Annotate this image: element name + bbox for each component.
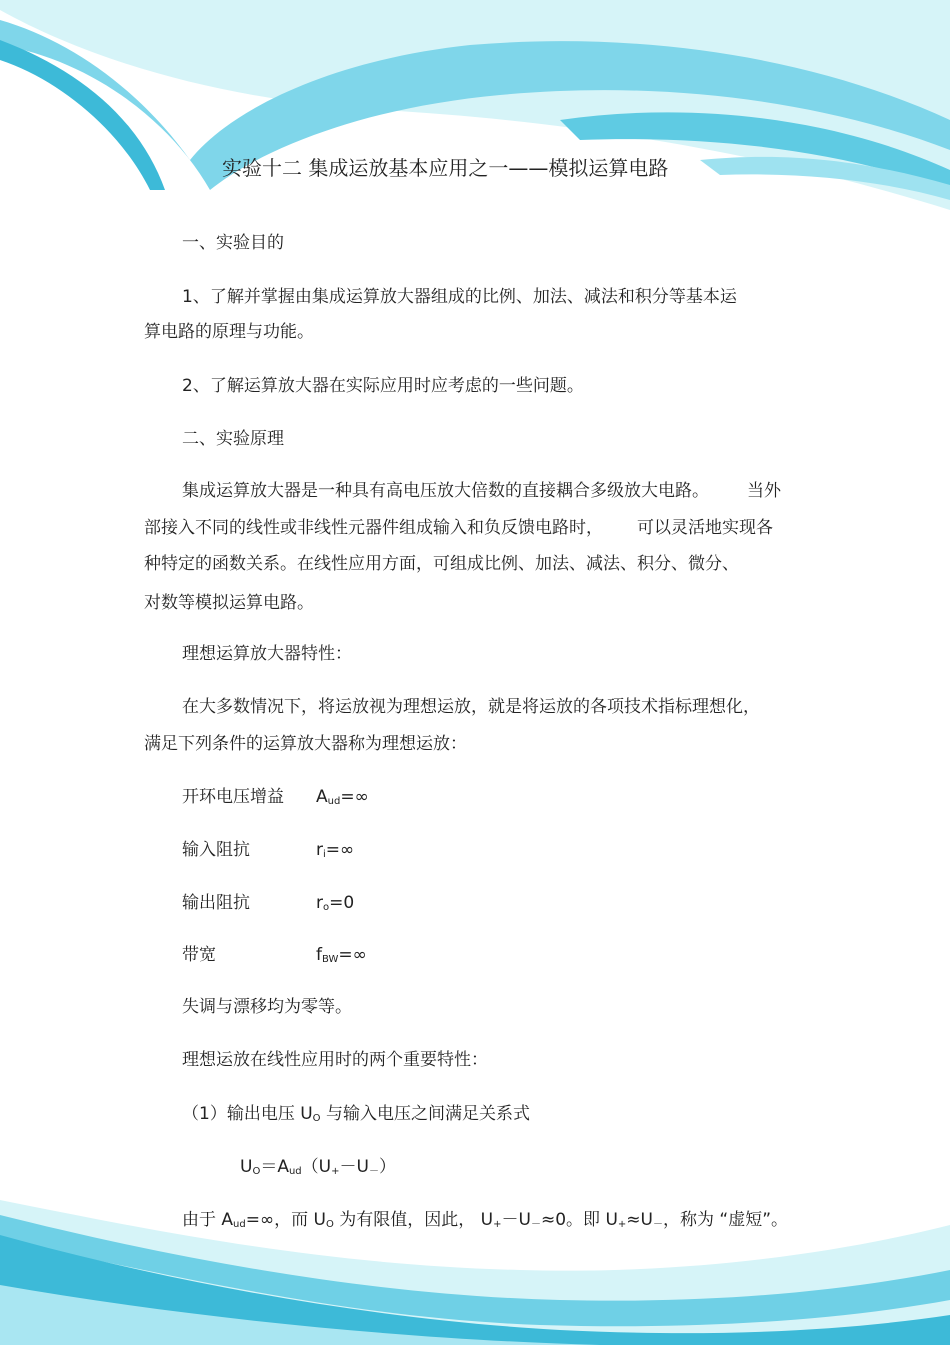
subscript: O	[312, 1113, 321, 1124]
ideal-opamp-heading: 理想运算放大器特性：	[182, 644, 352, 664]
principle-paragraph-line-1	[182, 480, 781, 502]
symbol: f	[316, 945, 322, 965]
param-value-input-impedance	[316, 839, 354, 864]
symbol: A	[316, 787, 328, 807]
subscript: －	[530, 1219, 541, 1230]
ideal-opamp-paragraph-line-1: 在大多数情况下，将运放视为理想运放，就是将运放的各项技术指标理想化，	[182, 697, 760, 717]
subscript: i	[323, 849, 326, 860]
text-run: 可以灵活地实现各	[637, 518, 773, 538]
subscript: O	[252, 1166, 261, 1177]
text-run: 集成运算放大器是一种具有高电压放大倍数的直接耦合多级放大电路。	[182, 481, 709, 501]
text-run: ≈U	[626, 1210, 653, 1230]
text-run: ，称为 “虚短”。	[662, 1210, 789, 1230]
value: =∞	[338, 945, 367, 965]
subscript: +	[331, 1166, 340, 1177]
param-label-input-impedance: 输入阻抗	[182, 840, 250, 860]
subscript: o	[323, 902, 330, 913]
value: =∞	[340, 787, 369, 807]
text-run: 部接入不同的线性或非线性元器件组成输入和负反馈电路时，	[144, 518, 603, 538]
ideal-opamp-paragraph-line-2: 满足下列条件的运算放大器称为理想运放：	[144, 734, 467, 754]
symbol: ＝A	[260, 1157, 289, 1177]
document-title: 实验十二 集成运放基本应用之一——模拟运算电路	[222, 156, 669, 180]
purpose-item-1-cont: 算电路的原理与功能。	[144, 322, 314, 342]
subscript: +	[493, 1219, 502, 1230]
principle-paragraph-line-4: 对数等模拟运算电路。	[144, 593, 314, 613]
property-1-line	[182, 1103, 530, 1128]
text-run: 与输入电压之间满足关系式	[320, 1104, 530, 1124]
drift-line: 失调与漂移均为零等。	[182, 997, 352, 1017]
param-value-bandwidth	[316, 944, 367, 969]
value: =∞	[325, 840, 355, 860]
purpose-item-2: 2、了解运算放大器在实际应用时应考虑的一些问题。	[182, 376, 584, 396]
virtual-short-line	[182, 1209, 788, 1234]
subscript: －	[368, 1166, 379, 1177]
two-properties-heading: 理想运放在线性应用时的两个重要特性：	[182, 1050, 488, 1070]
subscript: O	[326, 1219, 334, 1230]
text-run: （1）输出电压 U	[182, 1104, 313, 1124]
subscript: ud	[327, 796, 341, 807]
symbol: r	[316, 840, 323, 860]
param-label-gain: 开环电压增益	[182, 787, 284, 807]
symbol: r	[316, 893, 323, 913]
param-label-output-impedance: 输出阻抗	[182, 893, 250, 913]
text-run: ≈0。即 U	[540, 1210, 618, 1230]
param-value-gain	[316, 786, 369, 811]
text-run: 当外	[747, 481, 781, 501]
symbol: －U	[339, 1157, 369, 1177]
purpose-item-1: 1、了解并掌握由集成运算放大器组成的比例、加法、减法和积分等基本运	[182, 287, 737, 307]
symbol: ）	[378, 1157, 396, 1177]
subscript: ud	[233, 1219, 246, 1230]
value: =0	[329, 893, 355, 913]
text-run: －U	[501, 1210, 531, 1230]
subscript: +	[617, 1219, 627, 1230]
subscript: ud	[288, 1166, 302, 1177]
subscript: BW	[322, 954, 339, 965]
principle-paragraph-line-2	[144, 517, 773, 539]
section-heading-principle: 二、实验原理	[182, 429, 284, 449]
section-heading-purpose: 一、实验目的	[182, 233, 284, 253]
formula-output-voltage	[240, 1156, 396, 1181]
param-value-output-impedance	[316, 892, 354, 917]
param-label-bandwidth: 带宽	[182, 945, 216, 965]
subscript: －	[652, 1219, 663, 1230]
text-run: 为有限值，因此， U	[333, 1210, 494, 1230]
text-run: =∞，而 U	[245, 1210, 326, 1230]
text-run: 由于 A	[182, 1210, 234, 1230]
symbol: U	[240, 1157, 253, 1177]
symbol: （U	[301, 1157, 332, 1177]
principle-paragraph-line-3: 种特定的函数关系。在线性应用方面，可组成比例、加法、减法、积分、微分、	[144, 554, 739, 574]
